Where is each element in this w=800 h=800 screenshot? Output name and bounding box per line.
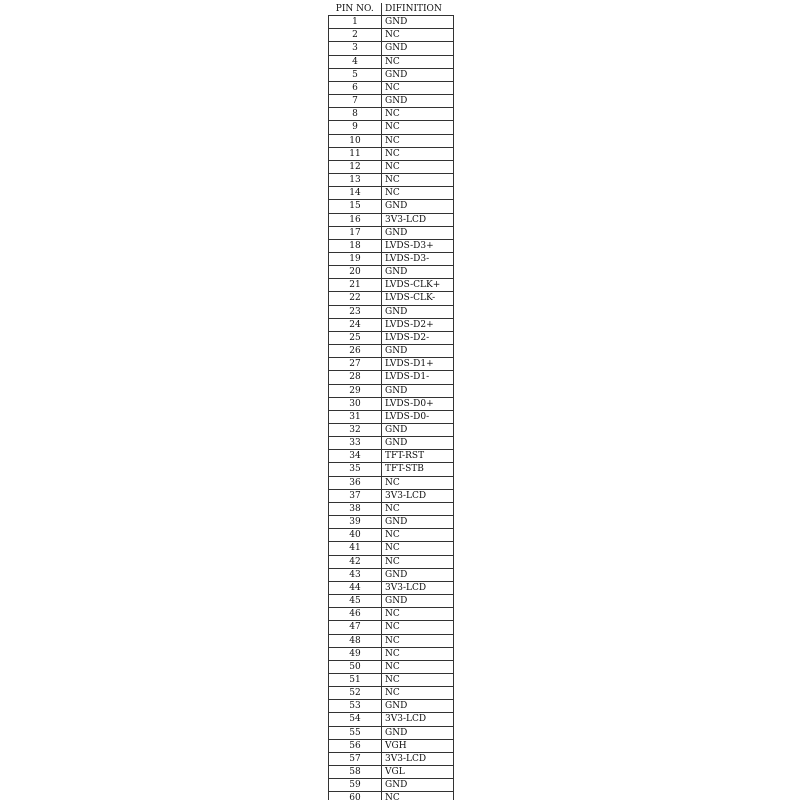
pin-definition-cell: NC <box>382 621 454 634</box>
pin-number-cell: 40 <box>329 529 382 542</box>
table-row <box>329 174 454 187</box>
pin-definition-cell: 3V3-LCD <box>382 713 454 726</box>
pin-number-header: PIN NO. <box>329 3 382 16</box>
table-row <box>329 739 454 752</box>
pin-number-cell: 22 <box>329 292 382 305</box>
pin-number-cell: 47 <box>329 621 382 634</box>
table-row <box>329 279 454 292</box>
pin-number-cell: 26 <box>329 345 382 358</box>
pin-definition-cell: GND <box>382 266 454 279</box>
table-row <box>329 213 454 226</box>
pin-number-cell: 51 <box>329 673 382 686</box>
pin-number-cell: 29 <box>329 384 382 397</box>
pin-definition-cell: NC <box>382 529 454 542</box>
pin-number-cell: 30 <box>329 397 382 410</box>
pin-number-cell: 14 <box>329 187 382 200</box>
table-row <box>329 29 454 42</box>
pin-definition-cell: LVDS-D2+ <box>382 318 454 331</box>
pin-number-cell: 57 <box>329 752 382 765</box>
pin-number-cell: 54 <box>329 713 382 726</box>
pin-number-cell: 18 <box>329 239 382 252</box>
table-row <box>329 397 454 410</box>
pin-number-cell: 56 <box>329 739 382 752</box>
pin-number-cell: 38 <box>329 502 382 515</box>
pin-definition-cell: NC <box>382 502 454 515</box>
table-row <box>329 187 454 200</box>
pin-definition-cell: LVDS-D1+ <box>382 358 454 371</box>
pin-number-cell: 5 <box>329 68 382 81</box>
pin-definition-cell: GND <box>382 437 454 450</box>
pin-definition-cell: NC <box>382 187 454 200</box>
pin-definition-cell: GND <box>382 595 454 608</box>
pin-definition-cell: NC <box>382 687 454 700</box>
pin-number-cell: 55 <box>329 726 382 739</box>
pin-definition-cell: LVDS-CLK+ <box>382 279 454 292</box>
pin-definition-cell: NC <box>382 647 454 660</box>
pin-number-cell: 48 <box>329 634 382 647</box>
pin-definition-cell: GND <box>382 68 454 81</box>
pin-number-cell: 21 <box>329 279 382 292</box>
pin-definition-cell: TFT-RST <box>382 450 454 463</box>
pin-number-cell: 27 <box>329 358 382 371</box>
pin-number-cell: 33 <box>329 437 382 450</box>
table-row <box>329 358 454 371</box>
pin-number-cell: 24 <box>329 318 382 331</box>
table-row <box>329 476 454 489</box>
table-row <box>329 779 454 792</box>
pin-number-cell: 3 <box>329 42 382 55</box>
pin-number-cell: 50 <box>329 660 382 673</box>
table-row <box>329 660 454 673</box>
pin-definition-cell: NC <box>382 792 454 800</box>
table-row <box>329 713 454 726</box>
table-row <box>329 621 454 634</box>
pin-definition-cell: NC <box>382 476 454 489</box>
pin-definition-cell: LVDS-CLK- <box>382 292 454 305</box>
pin-definition-cell: GND <box>382 305 454 318</box>
table-row <box>329 542 454 555</box>
pin-definition-cell: VGL <box>382 766 454 779</box>
table-row <box>329 673 454 686</box>
table-row <box>329 450 454 463</box>
pin-number-cell: 43 <box>329 568 382 581</box>
pin-definition-cell: NC <box>382 673 454 686</box>
definition-header: DIFINITION <box>382 3 454 16</box>
pin-number-cell: 15 <box>329 200 382 213</box>
table-row <box>329 68 454 81</box>
pin-number-cell: 12 <box>329 160 382 173</box>
table-row <box>329 752 454 765</box>
pin-definition-cell: NC <box>382 108 454 121</box>
pin-definition-cell: LVDS-D3+ <box>382 239 454 252</box>
pin-definition-cell: NC <box>382 174 454 187</box>
table-row <box>329 726 454 739</box>
pin-number-cell: 13 <box>329 174 382 187</box>
table-row <box>329 371 454 384</box>
pin-definition-cell: 3V3-LCD <box>382 213 454 226</box>
pin-number-cell: 60 <box>329 792 382 800</box>
table-row <box>329 292 454 305</box>
table-row <box>329 529 454 542</box>
pin-definition-cell: NC <box>382 134 454 147</box>
pin-number-cell: 52 <box>329 687 382 700</box>
pin-definition-cell: GND <box>382 226 454 239</box>
table-row <box>329 160 454 173</box>
pin-number-cell: 28 <box>329 371 382 384</box>
pin-definition-cell: VGH <box>382 739 454 752</box>
table-row <box>329 568 454 581</box>
table-body <box>329 16 454 800</box>
pin-number-cell: 10 <box>329 134 382 147</box>
table-row <box>329 331 454 344</box>
table-row <box>329 437 454 450</box>
table-row <box>329 581 454 594</box>
pin-number-cell: 23 <box>329 305 382 318</box>
table-row <box>329 608 454 621</box>
table-row <box>329 792 454 800</box>
pin-number-cell: 16 <box>329 213 382 226</box>
pin-number-cell: 17 <box>329 226 382 239</box>
pin-number-cell: 32 <box>329 424 382 437</box>
pin-number-cell: 7 <box>329 95 382 108</box>
table-row <box>329 595 454 608</box>
pin-number-cell: 2 <box>329 29 382 42</box>
pin-definition-cell: LVDS-D2- <box>382 331 454 344</box>
table-row <box>329 516 454 529</box>
pin-number-cell: 4 <box>329 55 382 68</box>
table-row <box>329 42 454 55</box>
pin-number-cell: 59 <box>329 779 382 792</box>
pin-definition-cell: GND <box>382 16 454 29</box>
pin-definition-cell: NC <box>382 660 454 673</box>
pin-definition-cell: NC <box>382 160 454 173</box>
pin-number-cell: 35 <box>329 463 382 476</box>
table-row <box>329 384 454 397</box>
pin-number-cell: 49 <box>329 647 382 660</box>
pin-number-cell: 31 <box>329 410 382 423</box>
table-row <box>329 95 454 108</box>
table-row <box>329 345 454 358</box>
table-row <box>329 318 454 331</box>
table-row <box>329 647 454 660</box>
pin-number-cell: 45 <box>329 595 382 608</box>
pin-definition-table <box>328 3 454 800</box>
pin-definition-cell: GND <box>382 700 454 713</box>
pin-number-cell: 11 <box>329 147 382 160</box>
table-row <box>329 687 454 700</box>
pin-number-cell: 37 <box>329 489 382 502</box>
pin-definition-cell: GND <box>382 200 454 213</box>
pin-number-cell: 34 <box>329 450 382 463</box>
pin-number-cell: 58 <box>329 766 382 779</box>
pin-number-cell: 8 <box>329 108 382 121</box>
pin-definition-cell: NC <box>382 555 454 568</box>
table-row <box>329 252 454 265</box>
pin-definition-cell: GND <box>382 516 454 529</box>
pin-definition-cell: LVDS-D0+ <box>382 397 454 410</box>
pin-number-cell: 9 <box>329 121 382 134</box>
pin-definition-cell: 3V3-LCD <box>382 752 454 765</box>
pin-definition-cell: NC <box>382 55 454 68</box>
table-row <box>329 55 454 68</box>
pin-definition-cell: NC <box>382 608 454 621</box>
pin-definition-cell: TFT-STB <box>382 463 454 476</box>
table-row <box>329 489 454 502</box>
pin-definition-cell: GND <box>382 568 454 581</box>
pin-definition-cell: GND <box>382 42 454 55</box>
pin-definition-cell: NC <box>382 147 454 160</box>
pin-number-cell: 19 <box>329 252 382 265</box>
pin-number-cell: 46 <box>329 608 382 621</box>
pin-number-cell: 41 <box>329 542 382 555</box>
table-row <box>329 16 454 29</box>
pin-number-cell: 6 <box>329 81 382 94</box>
pin-number-cell: 36 <box>329 476 382 489</box>
pin-definition-cell: GND <box>382 345 454 358</box>
table-row <box>329 147 454 160</box>
table-row <box>329 634 454 647</box>
pin-definition-cell: 3V3-LCD <box>382 581 454 594</box>
pin-number-cell: 44 <box>329 581 382 594</box>
pin-definition-cell: NC <box>382 121 454 134</box>
pin-number-cell: 1 <box>329 16 382 29</box>
table-row <box>329 200 454 213</box>
table-row <box>329 555 454 568</box>
table-row <box>329 134 454 147</box>
pin-definition-cell: GND <box>382 384 454 397</box>
table-row <box>329 700 454 713</box>
pin-number-cell: 39 <box>329 516 382 529</box>
table-row <box>329 81 454 94</box>
pin-definition-cell: GND <box>382 779 454 792</box>
table-row <box>329 766 454 779</box>
pin-definition-cell: 3V3-LCD <box>382 489 454 502</box>
pin-definition-cell: NC <box>382 81 454 94</box>
table-row <box>329 424 454 437</box>
pin-number-cell: 42 <box>329 555 382 568</box>
pin-definition-cell: GND <box>382 726 454 739</box>
table-row <box>329 305 454 318</box>
table-row <box>329 121 454 134</box>
pin-definition-cell: LVDS-D0- <box>382 410 454 423</box>
pin-definition-cell: NC <box>382 634 454 647</box>
pin-definition-cell: LVDS-D1- <box>382 371 454 384</box>
table-header-row <box>329 3 454 16</box>
pin-definition-cell: LVDS-D3- <box>382 252 454 265</box>
table-row <box>329 266 454 279</box>
table-row <box>329 502 454 515</box>
table-row <box>329 108 454 121</box>
pin-definition-cell: GND <box>382 95 454 108</box>
pin-number-cell: 53 <box>329 700 382 713</box>
table-row <box>329 226 454 239</box>
pin-definition-cell: GND <box>382 424 454 437</box>
pin-number-cell: 20 <box>329 266 382 279</box>
pin-number-cell: 25 <box>329 331 382 344</box>
table-row <box>329 410 454 423</box>
table-row <box>329 239 454 252</box>
table-row <box>329 463 454 476</box>
pin-definition-cell: NC <box>382 29 454 42</box>
pin-definition-cell: NC <box>382 542 454 555</box>
